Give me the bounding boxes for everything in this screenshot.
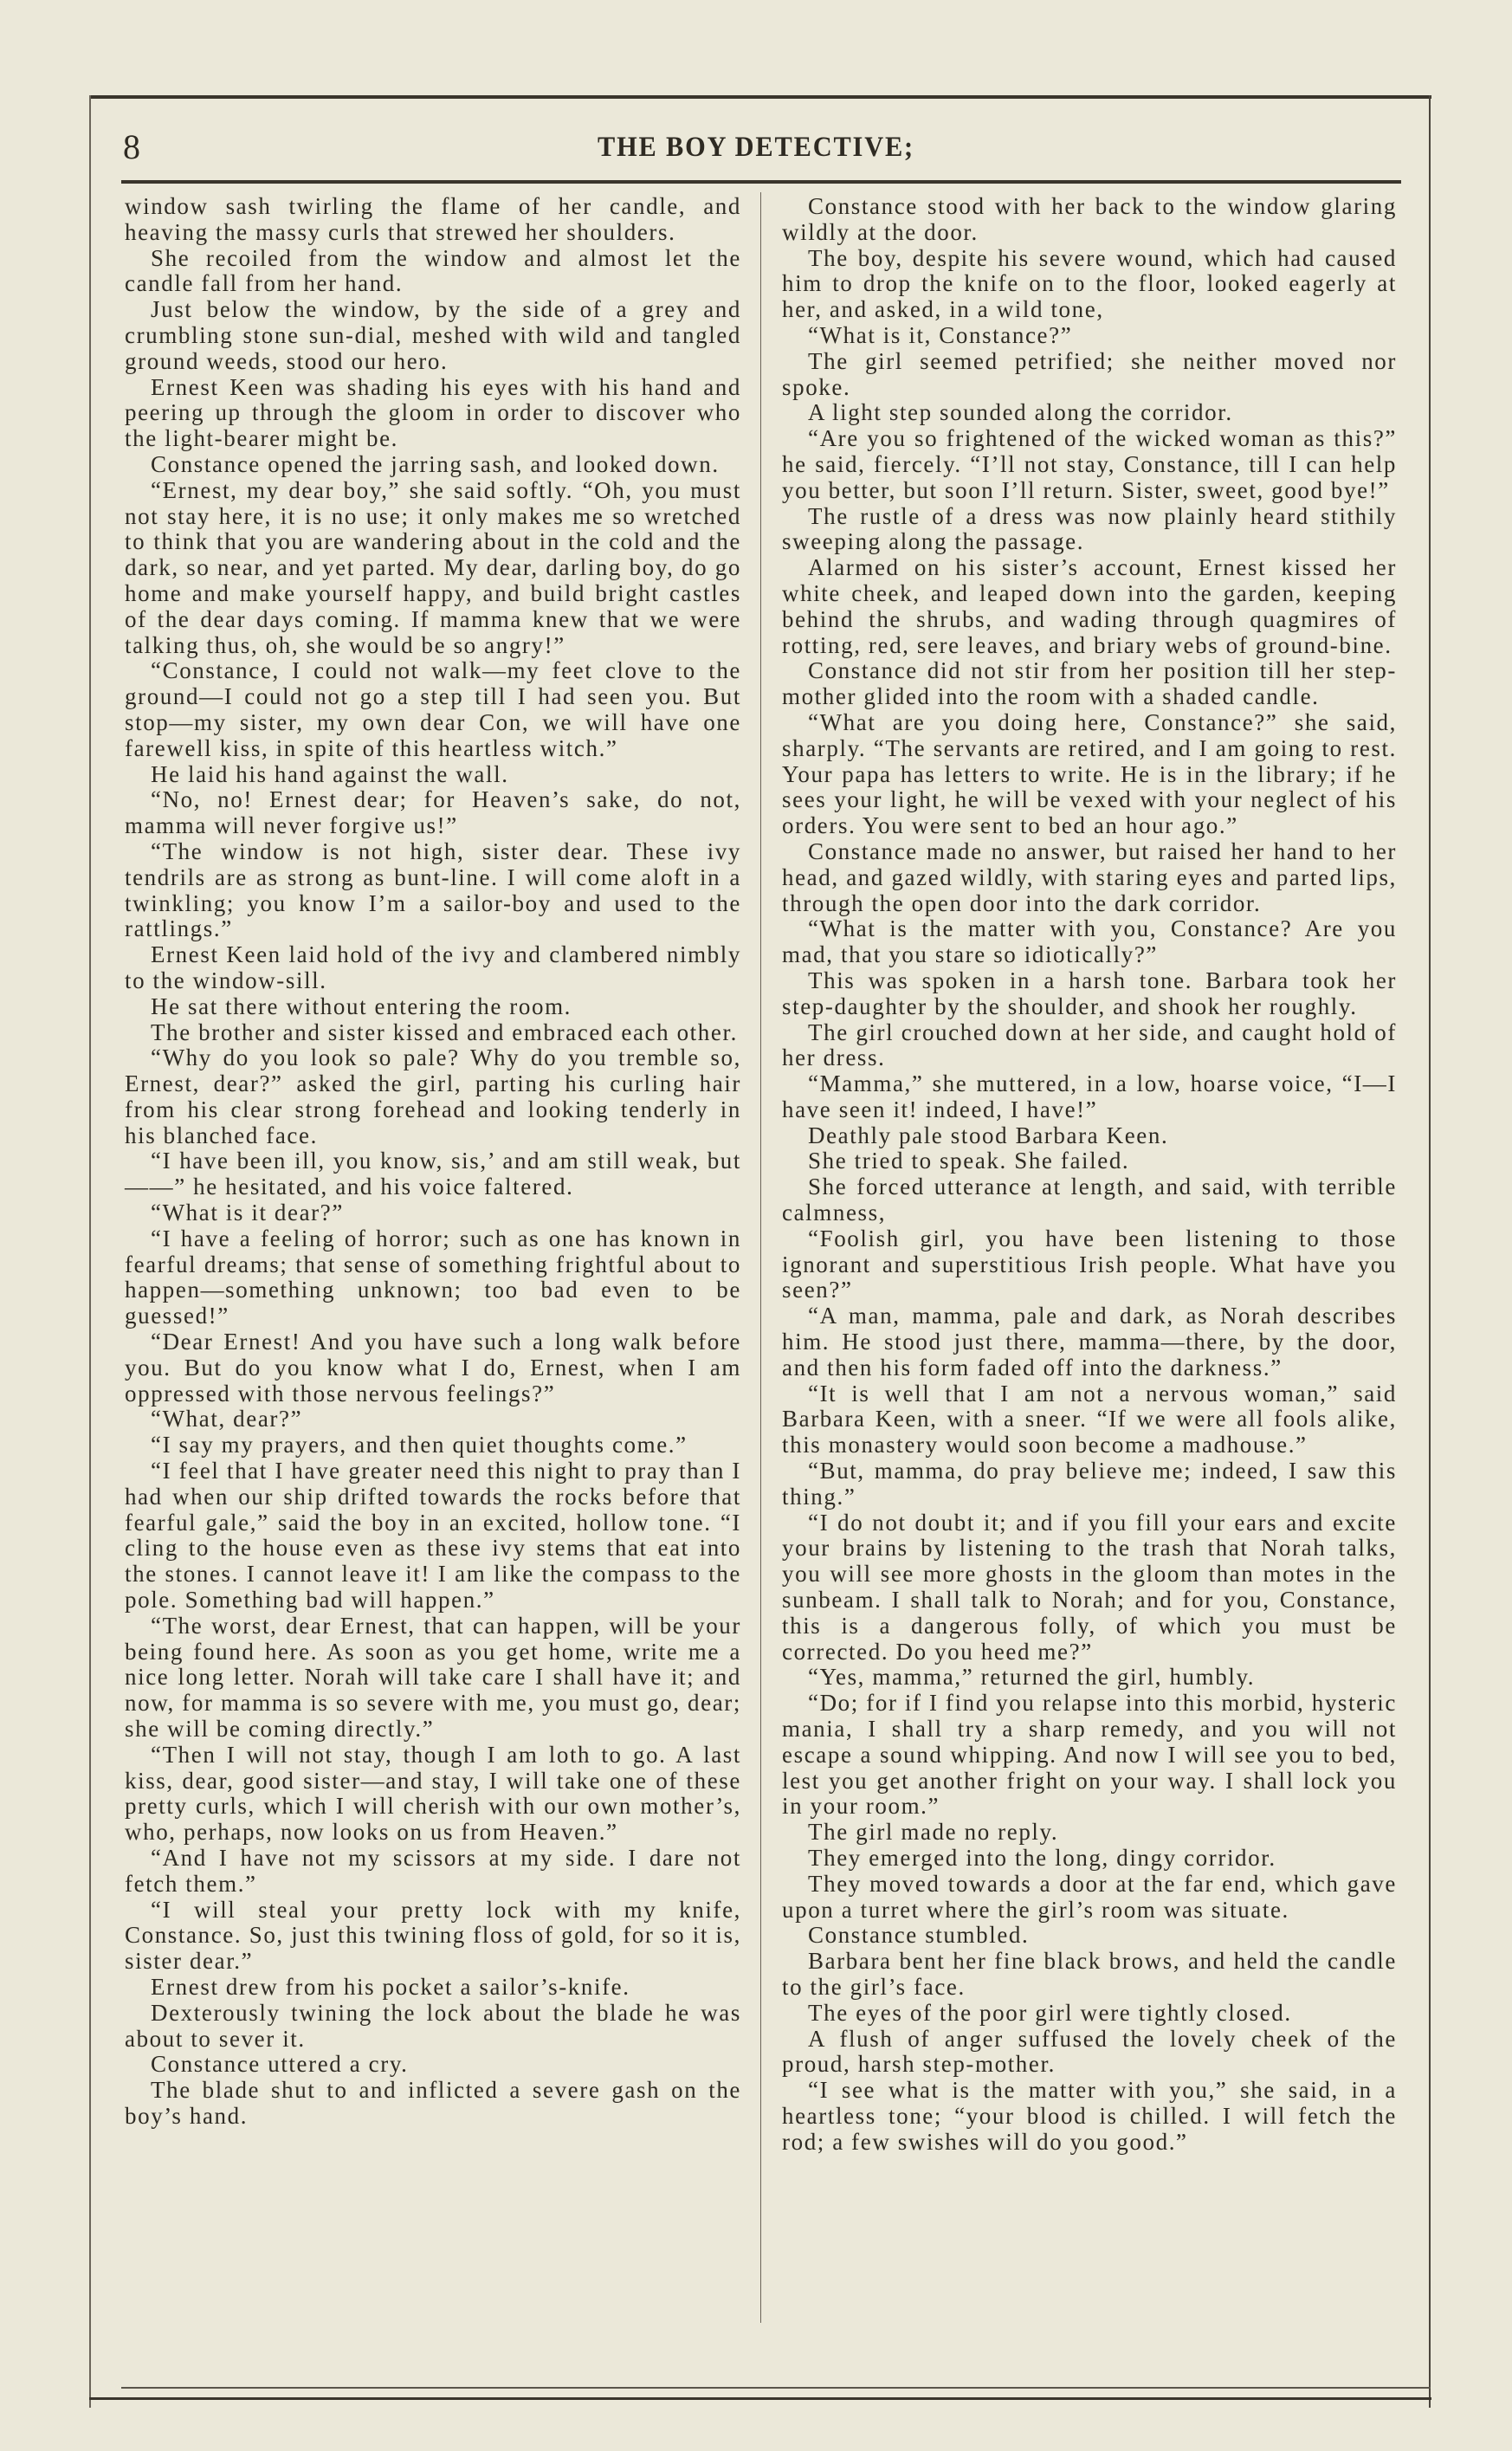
paragraph: “Constance, I could not walk—my feet clove to the ground—I could not go a step till I had seen you. But stop—my sister, my own dear Con, we will have one farewell kiss, in spite of this heartless witch.” (125, 657, 741, 761)
paragraph: “What is it, Constance?” (808, 321, 1073, 348)
paragraph: Alarmed on his sister’s account, Ernest kissed her white cheek, and leaped down into the garden, keeping behind the shrubs, and wading through quagmires of rotting, red, sere leaves, and briary webs of ground-bine. (782, 554, 1397, 658)
right-border-rule (1429, 95, 1431, 2408)
paragraph: “Then I will not stay, though I am loth to go. A last kiss, dear, good sister—and stay, I will take one of these pretty curls, which I will cherish with our own mother’s, who, perhaps, now looks on us from Heaven.” (125, 1741, 741, 1846)
paragraph: “Do; for if I find you relapse into this morbid, hysteric mania, I shall try a sharp remedy, and you will not escape a sound whipping. And now I will see you to bed, lest you get another fright on your way. I shall lock you in your room.” (782, 1690, 1397, 1820)
paragraph: Ernest Keen was shading his eyes with his hand and peering up through the gloom in order to discover who the light-bearer might be. (125, 373, 741, 452)
paragraph: “Why do you look so pale? Why do you tremble so, Ernest, dear?” asked the girl, parting his curling hair from his clear strong forehead and looking tenderly in his blanched face. (125, 1044, 741, 1148)
paragraph: “I feel that I have greater need this night to pray than I had when our ship drifted towards the rocks before that fearful gale,” said the boy in an excited, hollow tone. “I cling to the house even as these ivy stems that eat into the stones. I cannot leave it! I am like the compass to the pole. Something bad will happen.” (125, 1458, 741, 1614)
paragraph: Barbara bent her fine black brows, and held the candle to the girl’s face. (782, 1948, 1397, 2000)
paragraph: The girl crouched down at her side, and caught hold of her dress. (782, 1019, 1397, 1071)
paragraph: “Ernest, my dear boy,” she said softly. “Oh, you must not stay here, it is no use; it only makes me so wretched to think that you are wandering about in the cold and the dark, so near, and yet parted. My dear, darling boy, do go home and make yourself happy, and build bright castles of the dear days coming. If mamma knew that we were talking thus, oh, she would be so angry!” (125, 476, 741, 658)
paragraph: Constance made no answer, but raised her hand to her head, and gazed wildly, with staring eyes and parted lips, through the open door into the dark corridor. (782, 837, 1397, 916)
paragraph: “What are you doing here, Constance?” she said, sharply. “The servants are retired, and I am going to rest. Your papa has letters to write. He is in the library; if he sees your light, he will be vexed with your neglect of his orders. You were sent to bed an hour ago.” (782, 708, 1397, 839)
paragraph: They moved towards a door at the far end, which gave upon a turret where the girl’s room was situate. (782, 1870, 1397, 1923)
paragraph: She forced utterance at length, and said, with terrible calmness, (782, 1174, 1397, 1226)
paragraph: The boy, despite his severe wound, which had caused him to drop the knife on to the floor, looked eagerly at her, and asked, in a wild tone, (782, 244, 1397, 323)
paragraph: “I say my prayers, and then quiet thoughts come.” (151, 1432, 688, 1458)
paragraph: “Foolish girl, you have been listening to those ignorant and superstitious Irish people. What have you seen?” (782, 1225, 1397, 1303)
paragraph: This was spoken in a harsh tone. Barbara took her step-daughter by the shoulder, and shook her roughly. (782, 967, 1397, 1019)
paragraph: Dexterously twining the lock about the blade he was about to sever it. (125, 1999, 741, 2052)
paragraph: “I see what is the matter with you,” she said, in a heartless tone; “your blood is chilled. I will fetch the rod; a few swishes will do you good.” (782, 2077, 1397, 2155)
bottom-border-rule (89, 2397, 1431, 2400)
paragraph: The rustle of a dress was now plainly heard stithily sweeping along the passage. (782, 502, 1397, 555)
paragraph: “It is well that I am not a nervous woman,” said Barbara Keen, with a sneer. “If we were all fools alike, this monastery would soon become a madhouse.” (782, 1380, 1397, 1458)
paragraph: Constance did not stir from her position till her step-mother glided into the room with a shaded candle. (782, 657, 1397, 710)
bottom-rule (121, 2387, 1431, 2389)
paragraph: “Dear Ernest! And you have such a long walk before you. But do you know what I do, Ernest, when I am oppressed with those nervous feelings?” (125, 1329, 741, 1407)
paragraph: “I have been ill, you know, sis,’ and am still weak, but——” he hesitated, and his voice faltered. (125, 1148, 741, 1200)
paragraph: She tried to speak. She failed. (808, 1148, 1130, 1174)
page-number: 8 (123, 127, 140, 166)
paragraph: Ernest Keen laid hold of the ivy and clambered nimbly to the window-sill. (125, 941, 741, 993)
paragraph: Just below the window, by the side of a grey and crumbling stone sun-dial, meshed with wild and tangled ground weeds, stood our hero. (125, 296, 741, 374)
paragraph: “What, dear?” (151, 1406, 303, 1432)
paragraph: Constance opened the jarring sash, and looked down. (151, 450, 720, 477)
paragraph: “No, no! Ernest dear; for Heaven’s sake, do not, mamma will never forgive us!” (125, 786, 741, 839)
paragraph: Constance stood with her back to the window glaring wildly at the door. (782, 193, 1397, 245)
paragraph: “The worst, dear Ernest, that can happen, will be your being found here. As soon as you get home, write me a nice long letter. Norah will take care I shall have it; and now, for mamma is so severe with me, you must go, dear; she will be coming directly.” (125, 1612, 741, 1743)
paragraph: “I will steal your pretty lock with my knife, Constance. So, just this twining floss of gold, for so it is, sister dear.” (125, 1896, 741, 1975)
paragraph: He sat there without entering the room. (151, 993, 572, 1019)
paragraph: She recoiled from the window and almost let the candle fall from her hand. (125, 244, 741, 297)
running-title: THE BOY DETECTIVE; (597, 132, 915, 163)
left-border-rule (89, 95, 91, 2408)
paragraph: “Are you so frightened of the wicked woman as this?” he said, fiercely. “I’ll not stay, Constance, till I can help you better, but soon I’ll return. Sister, sweet, good bye!” (782, 425, 1397, 503)
top-border-rule (89, 95, 1431, 99)
paragraph: A light step sounded along the corridor. (808, 399, 1233, 426)
paragraph: “What is the matter with you, Constance? Are you mad, that you stare so idiotically?” (782, 915, 1397, 968)
paragraph: He laid his hand against the wall. (151, 760, 509, 787)
left-text-column (125, 194, 741, 2130)
paragraph: “I have a feeling of horror; such as one has known in fearful dreams; that sense of something frightful about to happen—something unknown; too bad even to be guessed!” (125, 1225, 741, 1329)
paragraph: “I do not doubt it; and if you fill your ears and excite your brains by listening to the trash that Norah talks, you will see more ghosts in the gloom than motes in the sunbeam. I shall talk to Norah; and for you, Constance, this is a dangerous folly, of which you must be corrected. Do you heed me?” (782, 1509, 1397, 1665)
paragraph: Ernest drew from his pocket a sailor’s-knife. (151, 1973, 630, 2000)
paragraph: A flush of anger suffused the lovely cheek of the proud, harsh step-mother. (782, 2025, 1397, 2078)
paragraph: The girl made no reply. (808, 1819, 1059, 1846)
paragraph: The blade shut to and inflicted a severe gash on the boy’s hand. (125, 2077, 741, 2129)
paragraph: window sash twirling the flame of her candle, and heaving the massy curls that strewed her shoulders. (125, 193, 741, 245)
header-rule (121, 180, 1401, 184)
paragraph: The girl seemed petrified; she neither moved nor spoke. (782, 347, 1397, 400)
paragraph: “A man, mamma, pale and dark, as Norah describes him. He stood just there, mamma—there, by the door, and then his form faded off into the darkness.” (782, 1303, 1397, 1381)
paragraph: “Yes, mamma,” returned the girl, humbly. (808, 1664, 1256, 1691)
paragraph: Constance stumbled. (808, 1922, 1030, 1949)
paragraph: Deathly pale stood Barbara Keen. (808, 1122, 1169, 1148)
right-text-column (782, 194, 1397, 2156)
paragraph: The brother and sister kissed and embraced each other. (151, 1019, 738, 1045)
paragraph: They emerged into the long, dingy corridor. (808, 1845, 1276, 1871)
paragraph: “And I have not my scissors at my side. I dare not fetch them.” (125, 1845, 741, 1897)
paragraph: Constance uttered a cry. (151, 2051, 409, 2078)
paragraph: “What is it dear?” (151, 1200, 344, 1226)
paragraph: “The window is not high, sister dear. These ivy tendrils are as strong as bunt-line. I will come aloft in a twinkling; you know I’m a sailor-boy and used to the rattlings.” (125, 837, 741, 942)
paragraph: The eyes of the poor girl were tightly closed. (808, 1999, 1292, 2026)
column-divider (760, 192, 761, 2323)
paragraph: “But, mamma, do pray believe me; indeed, I saw this thing.” (782, 1458, 1397, 1510)
paragraph: “Mamma,” she muttered, in a low, hoarse voice, “I—I have seen it! indeed, I have!” (782, 1070, 1397, 1122)
